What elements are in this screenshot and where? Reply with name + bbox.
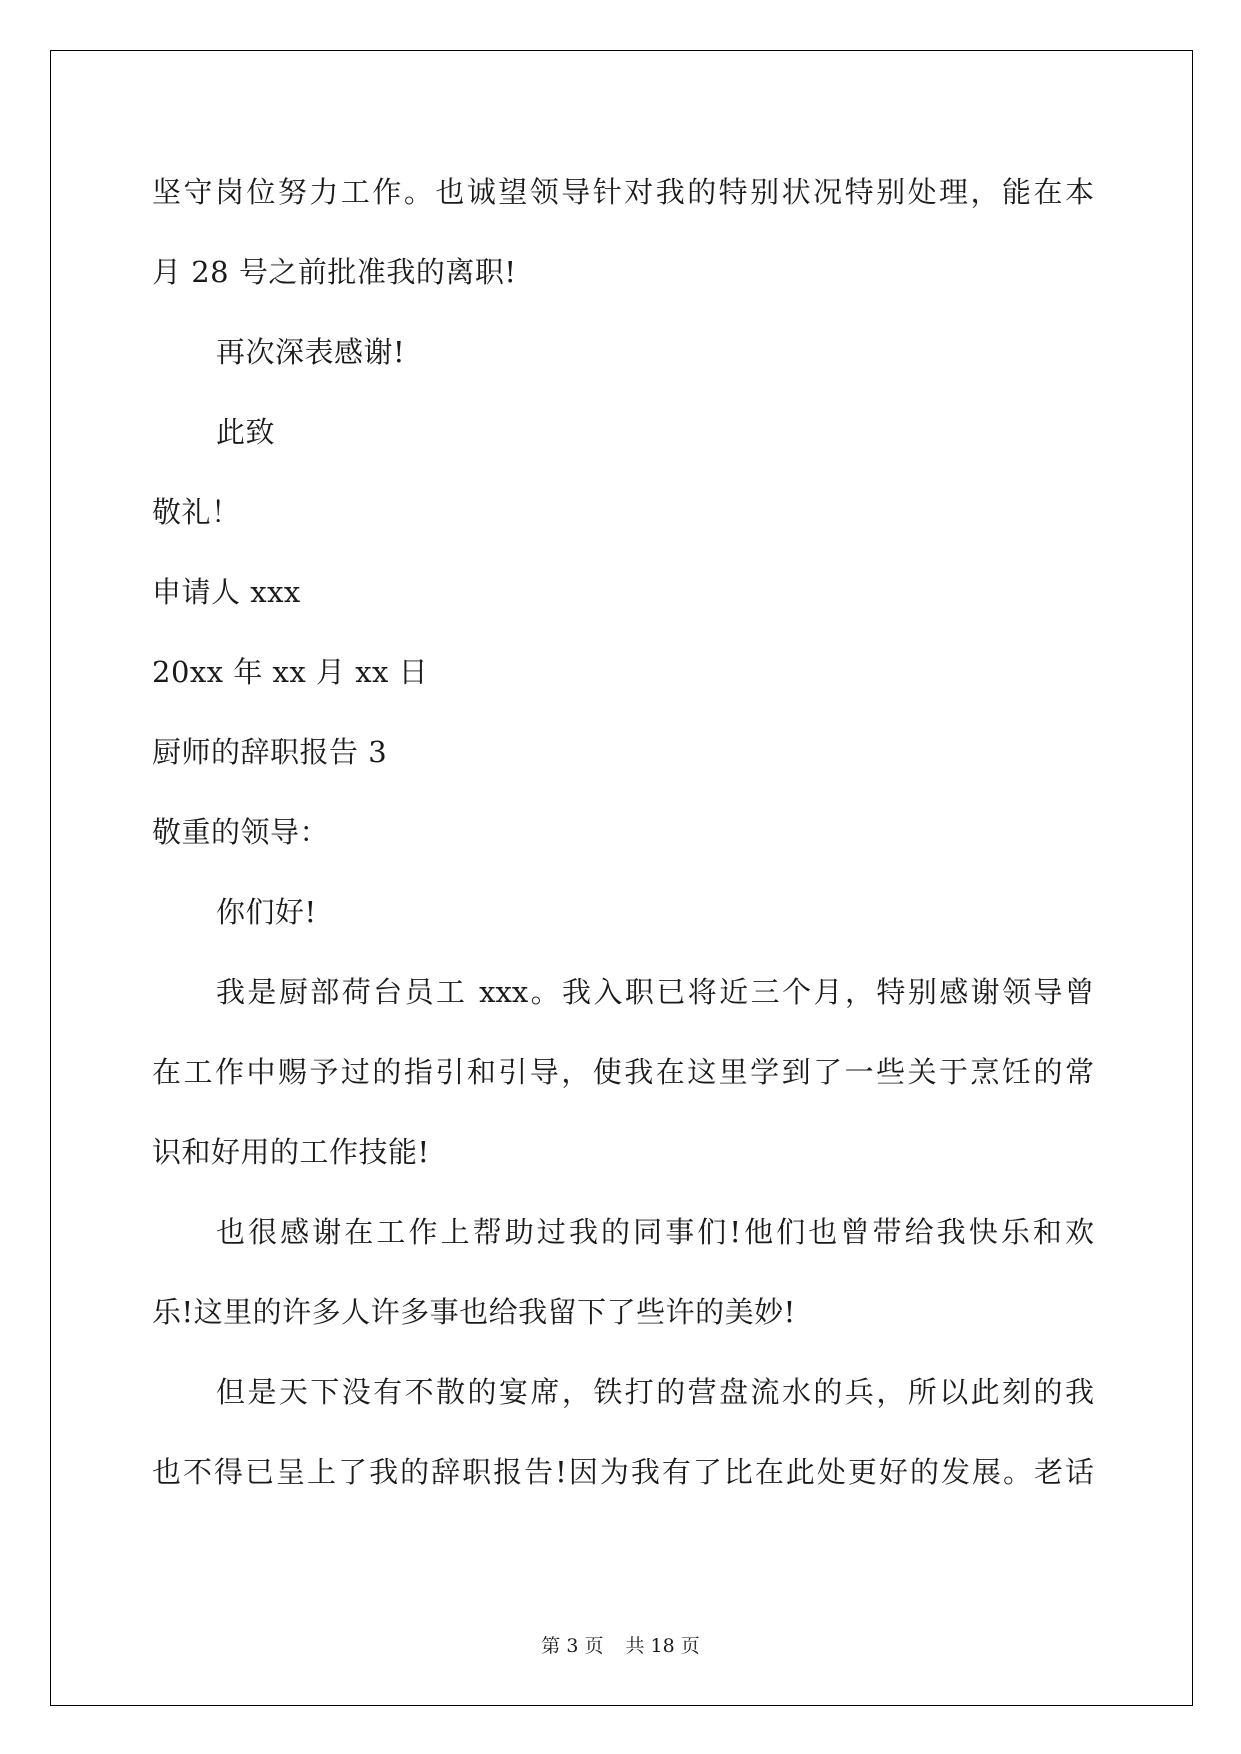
page-footer <box>0 1634 1241 1658</box>
paragraph-line: 坚守岗位努力工作。也诚望领导针对我的特别状况特别处理，能在本 <box>152 175 1094 209</box>
page-number: 第 3 页 <box>541 1635 604 1657</box>
paragraph-line: 识和好用的工作技能! <box>152 1135 430 1169</box>
paragraph-line: 乐!这里的许多人许多事也给我留下了些许的美妙! <box>152 1295 796 1329</box>
paragraph-line: 月 28 号之前批准我的离职! <box>152 255 517 289</box>
paragraph-line: 我是厨部荷台员工 xxx。我入职已将近三个月，特别感谢领导曾 <box>216 975 1094 1009</box>
section-title: 厨师的辞职报告 3 <box>152 735 388 769</box>
thanks-line: 再次深表感谢! <box>216 335 406 369</box>
paragraph-line: 但是天下没有不散的宴席，铁打的营盘流水的兵，所以此刻的我 <box>216 1375 1094 1409</box>
greeting-line: 你们好! <box>216 895 317 929</box>
greeting-line: 敬重的领导： <box>152 815 330 849</box>
paragraph-line: 也很感谢在工作上帮助过我的同事们!他们也曾带给我快乐和欢 <box>216 1215 1094 1249</box>
paragraph-line: 也不得已呈上了我的辞职报告!因为我有了比在此处更好的发展。老话 <box>152 1455 1094 1489</box>
date-line: 20xx 年 xx 月 xx 日 <box>152 655 429 689</box>
applicant-line: 申请人 xxx <box>152 575 301 609</box>
page-total: 共 18 页 <box>625 1635 700 1657</box>
closing-line: 此致 <box>216 415 276 449</box>
paragraph-line: 在工作中赐予过的指引和引导，使我在这里学到了一些关于烹饪的常 <box>152 1055 1094 1089</box>
salutation-line: 敬礼！ <box>152 495 241 529</box>
